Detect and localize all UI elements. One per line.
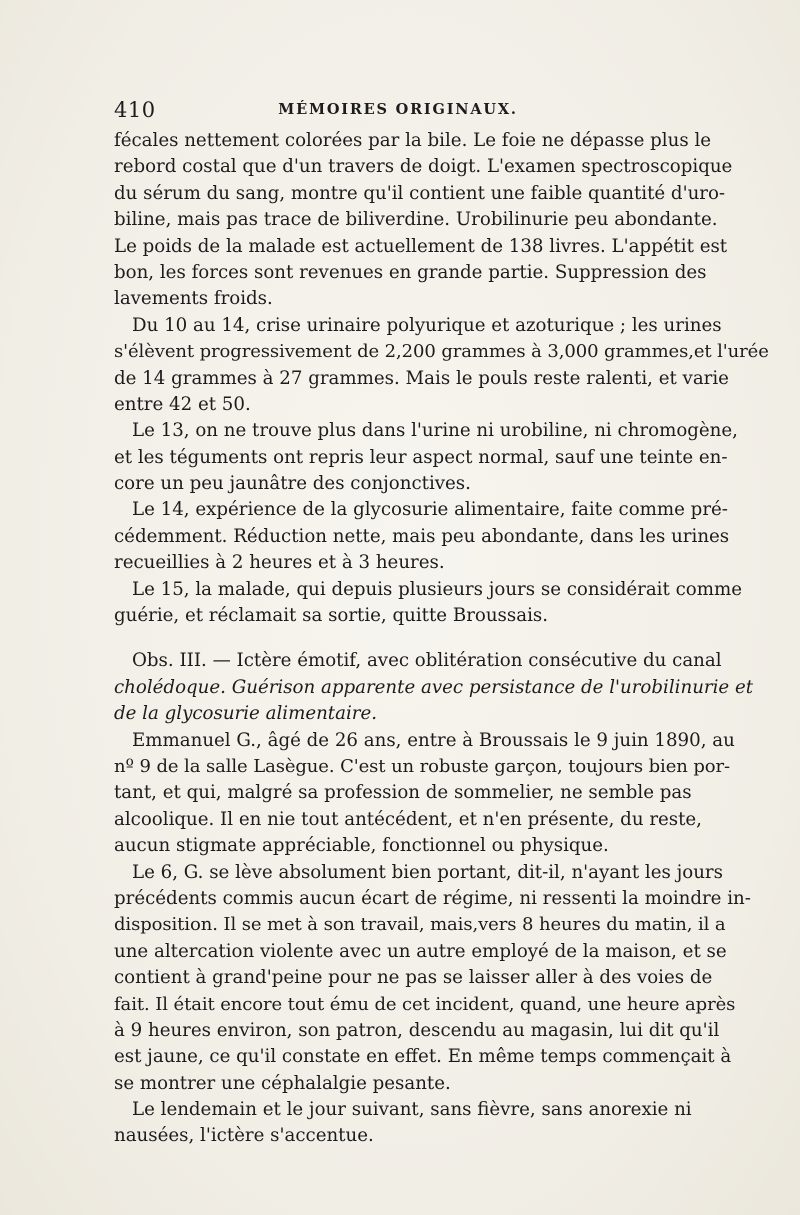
text-line: aucun stigmate appréciable, fonctionnel ou physique.: [114, 835, 609, 857]
text-line: s'élèvent progressivement de 2,200 grammes à 3,000 grammes,et l'urée: [114, 341, 769, 363]
text-line: est jaune, ce qu'il constate en effet. En même temps commençait à: [114, 1046, 732, 1068]
text-line: biline, mais pas trace de biliverdine. Urobilinurie peu abondante.: [114, 209, 718, 231]
text-line: guérie, et réclamait sa sortie, quitte Broussais.: [114, 605, 548, 627]
text-line: fécales nettement colorées par la bile. Le foie ne dépasse plus le: [114, 130, 712, 151]
text-line: Emmanuel G., âgé de 26 ans, entre à Broussais le 9 juin 1890, au: [132, 729, 735, 751]
observation-heading: [114, 648, 722, 674]
text-line: fait. Il était encore tout ému de cet incident, quand, une heure après: [114, 993, 736, 1015]
observation-title-line: de la glycosurie alimentaire.: [114, 703, 378, 725]
text-line: cédemment. Réduction nette, mais peu abondante, dans les urines: [114, 525, 730, 547]
text-line: Le poids de la malade est actuellement de 138 livres. L'appétit est: [114, 235, 728, 257]
text-line: Le lendemain et le jour suivant, sans fièvre, sans anorexie ni: [132, 1099, 692, 1121]
text-line: disposition. Il se met à son travail, mais,vers 8 heures du matin, il a: [114, 914, 726, 936]
observation-title-line: cholédoque. Guérison apparente avec persistance de l'urobilinurie et: [114, 676, 754, 698]
text-line: nausées, l'ictère s'accentue.: [114, 1125, 374, 1147]
text-line: de 14 grammes à 27 grammes. Mais le pouls reste ralenti, et varie: [114, 367, 729, 389]
page-header: [112, 98, 684, 126]
text-line: contient à grand'peine pour ne pas se laisser aller à des voies de: [114, 967, 713, 989]
text-line: tant, et qui, malgré sa profession de sommelier, ne semble pas: [114, 782, 692, 804]
observation-heading-text: Obs. III. — Ictère émotif, avec oblitération consécutive du canal: [132, 650, 722, 672]
text-line: bon, les forces sont revenues en grande partie. Suppression des: [114, 261, 707, 283]
body-text: [114, 128, 769, 1150]
text-line: du sérum du sang, montre qu'il contient une faible quantité d'uro-: [114, 182, 726, 204]
text-line: recueillies à 2 heures et à 3 heures.: [114, 552, 445, 574]
text-line: alcoolique. Il en nie tout antécédent, et n'en présente, du reste,: [114, 808, 702, 830]
text-line: et les téguments ont repris leur aspect normal, sauf une teinte en-: [114, 446, 728, 468]
text-line: nº 9 de la salle Lasègue. C'est un robuste garçon, toujours bien por-: [114, 755, 731, 777]
text-line: à 9 heures environ, son patron, descendu au magasin, lui dit qu'il: [114, 1019, 720, 1041]
text-line: une altercation violente avec un autre employé de la maison, et se: [114, 940, 727, 962]
text-line: Le 15, la malade, qui depuis plusieurs jours se considérait comme: [132, 578, 742, 600]
text-line: rebord costal que d'un travers de doigt. L'examen spectroscopique: [114, 156, 733, 178]
page-number: 410: [114, 98, 156, 122]
text-line: Le 6, G. se lève absolument bien portant, dit-il, n'ayant les jours: [132, 861, 723, 883]
text-line: Le 13, on ne trouve plus dans l'urine ni urobiline, ni chromogène,: [132, 420, 738, 442]
section-gap: [114, 629, 686, 648]
text-line: Le 14, expérience de la glycosurie alimentaire, faite comme pré-: [132, 499, 728, 521]
text-line: core un peu jaunâtre des conjonctives.: [114, 473, 471, 495]
text-line: se montrer une céphalalgie pesante.: [114, 1072, 451, 1094]
text-line: Du 10 au 14, crise urinaire polyurique et azoturique ; les urines: [132, 314, 722, 336]
running-head: MÉMOIRES ORIGINAUX.: [278, 101, 518, 118]
text-line: entre 42 et 50.: [114, 393, 251, 415]
text-line: lavements froids.: [114, 288, 273, 310]
text-line: précédents commis aucun écart de régime, ni ressenti la moindre in-: [114, 887, 751, 909]
